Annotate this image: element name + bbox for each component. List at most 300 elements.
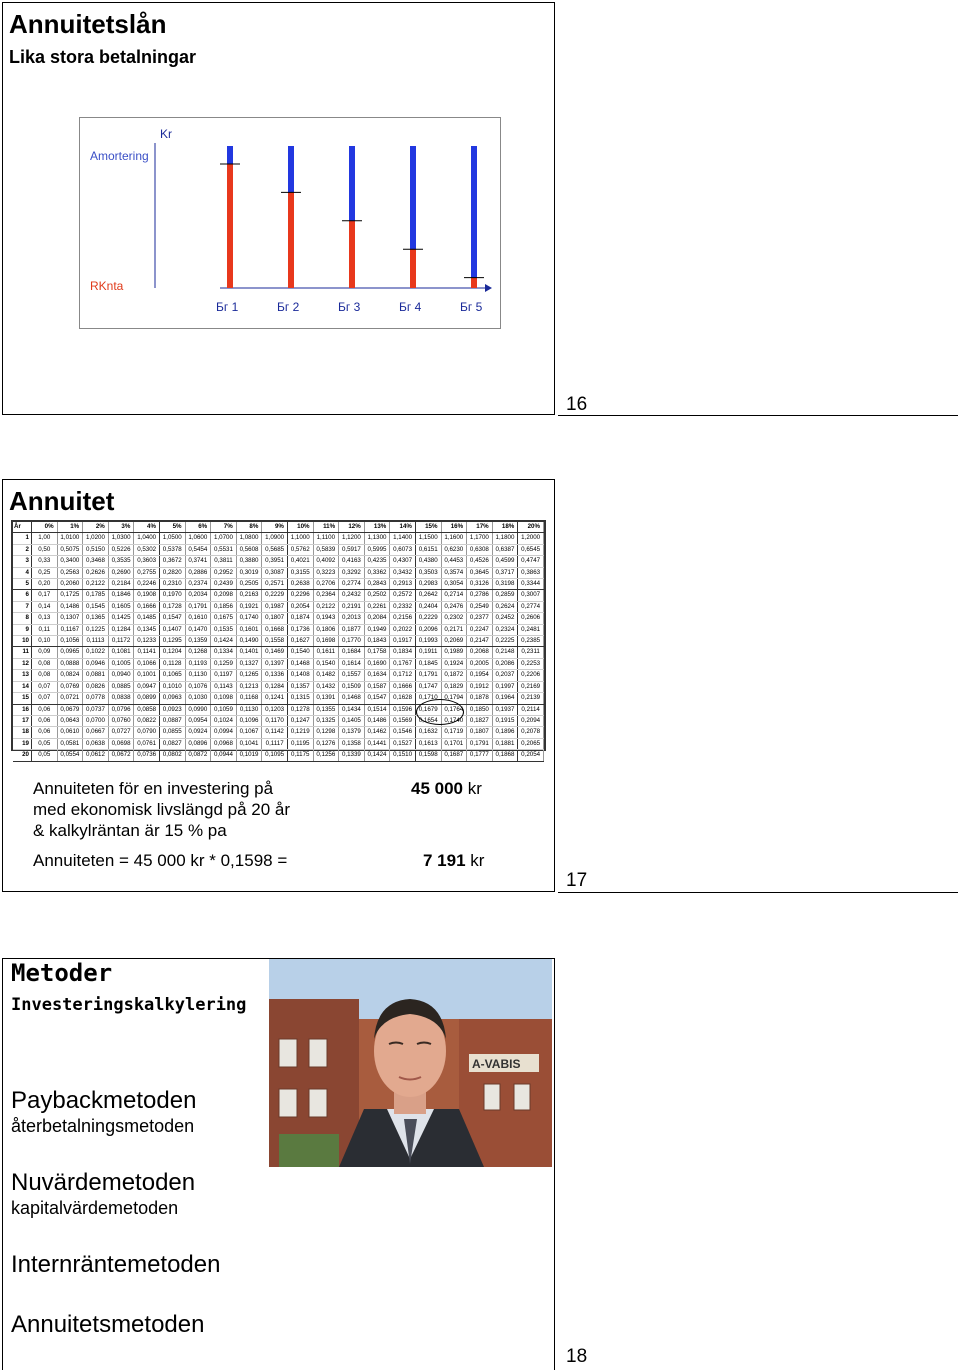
table-cell: 2 [13,544,32,555]
table-cell: 0,4092 [313,556,339,567]
table-cell: 1,0800 [236,533,262,544]
table-cell: 0,2886 [185,567,211,578]
table-cell: 0,2253 [518,658,544,669]
table-cell: 0,1740 [236,613,262,624]
table-row [13,636,544,647]
table-cell: 0,2156 [390,613,416,624]
table-cell: 0,0963 [159,693,185,704]
table-cell: 0,2638 [287,579,313,590]
table-cell: 0,1041 [236,738,262,749]
table-cell: 0,1558 [262,636,288,647]
table-cell: 15 [13,693,32,704]
table-cell: 0,1059 [211,704,237,715]
table-cell: 0,1701 [441,738,467,749]
table-row [13,693,544,704]
table-cell: 0,1424 [211,636,237,647]
table-cell: 0,0940 [108,670,134,681]
table-cell: 0,1265 [236,670,262,681]
table-cell: 0,0778 [83,693,109,704]
table-cell: 0,1355 [313,704,339,715]
table-cell: 0,2163 [236,590,262,601]
table-cell: 0,5302 [134,544,160,555]
table-cell: 14 [13,681,32,692]
table-cell: 0,1846 [108,590,134,601]
table-cell: 0,2246 [134,579,160,590]
table-cell: 0,2983 [415,579,441,590]
table-cell: 0,1767 [390,658,416,669]
table-cell: 0,5454 [185,544,211,555]
table-cell: 0,1391 [313,693,339,704]
table-cell: 0,05 [32,738,58,749]
table-cell: 0,2820 [159,567,185,578]
table-cell: 0,3880 [236,556,262,567]
table-header-cell: 9% [262,522,288,533]
table-header-cell: 6% [185,522,211,533]
table-cell: 0,11 [32,624,58,635]
table-cell: 0,2122 [83,579,109,590]
table-cell: 0,2439 [211,579,237,590]
table-cell: 0,1915 [492,715,518,726]
table-cell: 0,1359 [185,636,211,647]
table-cell: 0,3198 [492,579,518,590]
table-cell: 1 [13,533,32,544]
x-axis-arrow [485,284,492,292]
table-cell: 0,1067 [236,727,262,738]
category-label: Бг 3 [338,300,361,314]
table-cell: 0,5608 [236,544,262,555]
table-cell: 0,1096 [236,715,262,726]
table-cell: 0,1791 [415,670,441,681]
method-irr: Internräntemetoden [11,1251,221,1278]
highlight-ellipse [416,699,464,725]
table-cell: 0,1204 [159,647,185,658]
table-cell: 0,0872 [185,750,211,761]
table-cell: 0,0727 [108,727,134,738]
table-cell: 0,1545 [83,601,109,612]
table-cell: 1,1300 [364,533,390,544]
table-cell: 0,2859 [492,590,518,601]
table-cell: 0,1675 [211,613,237,624]
table-cell: 0,2502 [364,590,390,601]
table-cell: 0,2084 [364,613,390,624]
table-cell: 0,3951 [262,556,288,567]
table-cell: 0,0790 [134,727,160,738]
table-cell: 0,2624 [492,601,518,612]
table-cell: 0,1098 [211,693,237,704]
table-cell: 0,1256 [313,750,339,761]
table-cell: 1,0600 [185,533,211,544]
table-cell: 0,1336 [262,670,288,681]
table-cell: 0,0887 [159,715,185,726]
table-cell: 0,1056 [57,636,83,647]
table-cell: 0,1728 [159,601,185,612]
table-row [13,715,544,726]
table-cell: 0,1868 [492,750,518,761]
table-cell: 0,1719 [441,727,467,738]
table-cell: 0,1684 [339,647,365,658]
table-cell: 0,0736 [134,750,160,761]
table-cell: 1,0400 [134,533,160,544]
table-header-cell: 11% [313,522,339,533]
table-cell: 0,2377 [467,613,493,624]
table-cell: 0,2169 [518,681,544,692]
table-cell: 0,2706 [313,579,339,590]
table-cell: 0,2952 [211,567,237,578]
table-cell: 0,2054 [287,601,313,612]
annotation-line-3: & kalkylräntan är 15 % pa [33,821,227,840]
table-cell: 0,3672 [159,556,185,567]
table-cell: 0,2843 [364,579,390,590]
table-cell: 0,2755 [134,567,160,578]
table-cell: 0,4453 [441,556,467,567]
table-cell: 0,3155 [287,567,313,578]
table-cell: 0,1710 [415,693,441,704]
table-cell: 0,1357 [287,681,313,692]
table-cell: 0,1527 [390,738,416,749]
table-cell: 0,1791 [467,738,493,749]
divider [558,415,958,416]
table-cell: 0,0672 [108,750,134,761]
table-header-cell: 14% [390,522,416,533]
table-cell: 0,1878 [467,693,493,704]
table-cell: 0,5995 [364,544,390,555]
table-cell: 0,3741 [185,556,211,567]
table-cell: 0,1076 [185,681,211,692]
table-cell: 0,1485 [134,613,160,624]
table-cell: 0,1993 [415,636,441,647]
table-cell: 0,0760 [108,715,134,726]
table-cell: 0,1095 [262,750,288,761]
table-cell: 0,0946 [83,658,109,669]
table-cell: 0,1117 [262,738,288,749]
table-cell: 0,1128 [159,658,185,669]
slide-title: Annuitet [9,486,115,516]
table-cell: 0,1001 [134,670,160,681]
table-cell: 0,3645 [467,567,493,578]
table-cell: 0,1877 [339,624,365,635]
amortization-bar [227,146,233,164]
table-cell: 0,2094 [518,715,544,726]
table-cell: 0,1307 [57,613,83,624]
table-cell: 0,2563 [57,567,83,578]
table-cell: 0,0796 [108,704,134,715]
table-cell: 0,3400 [57,556,83,567]
table-cell: 0,2606 [518,613,544,624]
table-row [13,579,544,590]
table-row [13,738,544,749]
table-cell: 1,0900 [262,533,288,544]
table-cell: 0,0822 [134,715,160,726]
category-label: Бг 4 [399,300,422,314]
table-cell: 0,2086 [492,658,518,669]
table-row [13,533,544,544]
table-cell: 0,1170 [262,715,288,726]
table-cell: 0,1233 [134,636,160,647]
table-cell: 17 [13,715,32,726]
table-header-cell: 10% [287,522,313,533]
table-cell: 0,1141 [134,647,160,658]
table-cell: 0,0827 [159,738,185,749]
table-cell: 0,2098 [211,590,237,601]
table-cell: 0,1547 [159,613,185,624]
table-cell: 0,0737 [83,704,109,715]
result-amount: 7 191 kr [423,851,485,870]
table-cell: 0,1193 [185,658,211,669]
table-cell: 0,2714 [441,590,467,601]
table-cell: 0,1989 [441,647,467,658]
category-label: Бг 5 [460,300,483,314]
category-label: Бг 2 [277,300,300,314]
table-cell: 0,2022 [390,624,416,635]
table-cell: 0,1747 [415,681,441,692]
table-cell: 0,1462 [364,727,390,738]
table-cell: 0,1654 [415,715,441,726]
table-cell: 0,1949 [364,624,390,635]
table-header-cell: 4% [134,522,160,533]
table-cell: 1,1400 [390,533,416,544]
slide-subtitle: Investeringskalkylering [11,995,247,1015]
table-cell: 0,0554 [57,750,83,761]
table-cell: 0,1113 [83,636,109,647]
chart-svg [80,118,500,328]
table-cell: 0,0990 [185,704,211,715]
table-cell: 0,1468 [287,658,313,669]
table-cell: 0,1486 [364,715,390,726]
table-cell: 0,4526 [467,556,493,567]
table-cell: 1,1200 [339,533,365,544]
table-header-cell: 15% [415,522,441,533]
table-cell: 1,1800 [492,533,518,544]
table-cell: 0,1540 [313,658,339,669]
table-cell: 0,4747 [518,556,544,567]
table-cell: 1,0200 [83,533,109,544]
table-cell: 20 [13,750,32,761]
table-cell: 0,2034 [185,590,211,601]
table-cell: 0,1379 [339,727,365,738]
table-cell: 0,0838 [108,693,134,704]
table-cell: 0,1628 [390,693,416,704]
table-cell: 0,0700 [83,715,109,726]
table-cell: 0,2069 [441,636,467,647]
table-cell: 0,07 [32,681,58,692]
table-cell: 0,1241 [262,693,288,704]
table-cell: 0,1441 [364,738,390,749]
table-cell: 0,1666 [390,681,416,692]
table-cell: 0,2060 [57,579,83,590]
table-cell: 0,3126 [467,579,493,590]
table-cell: 0,1547 [364,693,390,704]
table-cell: 0,3223 [313,567,339,578]
table-cell: 0,1850 [467,704,493,715]
table-cell: 0,1937 [492,704,518,715]
table-cell: 0,0612 [83,750,109,761]
table-cell: 0,1278 [287,704,313,715]
table-cell: 16 [13,704,32,715]
presenter-photo [269,959,552,1167]
table-cell: 0,50 [32,544,58,555]
table-cell: 0,2332 [390,601,416,612]
table-cell: 0,1175 [287,750,313,761]
table-cell: 0,1339 [339,750,365,761]
table-cell: 11 [13,647,32,658]
divider [558,892,958,893]
table-cell: 0,13 [32,613,58,624]
table-cell: 0,1247 [287,715,313,726]
table-cell: 0,6151 [415,544,441,555]
table-cell: 0,1470 [185,624,211,635]
table-cell: 0,5685 [262,544,288,555]
table-cell: 0,1785 [83,590,109,601]
table-cell: 0,1024 [211,715,237,726]
table-cell: 0,2505 [236,579,262,590]
table-row [13,590,544,601]
page-number: 16 [566,394,588,415]
table-cell: 0,0968 [211,738,237,749]
table-cell: 0,05 [32,750,58,761]
table-cell: 1,2000 [518,533,544,544]
table-header-cell: 5% [159,522,185,533]
method-npv: Nuvärdemetoden [11,1169,196,1196]
table-cell: 0,1613 [415,738,441,749]
table-cell: 0,2626 [83,567,109,578]
slide-subtitle: Lika stora betalningar [9,47,197,67]
table-row [13,750,544,761]
table-cell: 0,1758 [364,647,390,658]
annuity-table [11,520,546,759]
table-cell: 0,1917 [390,636,416,647]
table-cell: 0,1365 [83,613,109,624]
table-cell: 1,1700 [467,533,493,544]
table-cell: 0,3019 [236,567,262,578]
table-cell: 0,0899 [134,693,160,704]
table-cell: 0,1345 [134,624,160,635]
table-cell: 0,2642 [415,590,441,601]
table-row [13,601,544,612]
interest-bar [471,278,477,288]
table-header-cell: År [13,522,32,533]
table-cell: 0,1010 [159,681,185,692]
table-cell: 0,1358 [339,738,365,749]
table-cell: 0,2171 [441,624,467,635]
table-cell: 0,2147 [467,636,493,647]
table-cell: 0,1425 [108,613,134,624]
table-header-cell: 0% [32,522,58,533]
table-cell: 0,1668 [262,624,288,635]
table-cell: 0,07 [32,693,58,704]
table-cell: 0,1081 [108,647,134,658]
table-cell: 0,2476 [441,601,467,612]
table-cell: 12 [13,658,32,669]
table-cell: 0,6073 [390,544,416,555]
table-cell: 0,3292 [339,567,365,578]
table-cell: 0,2786 [467,590,493,601]
table-row [13,556,544,567]
table-cell: 0,1197 [211,670,237,681]
table-cell: 0,2013 [339,613,365,624]
table-cell: 0,2191 [339,601,365,612]
table-cell: 0,1334 [211,647,237,658]
method-npv-alt: kapitalvärdemetoden [11,1198,179,1218]
table-header-cell: 17% [467,522,493,533]
table-cell: 0,0881 [83,670,109,681]
table-cell: 0,1632 [415,727,441,738]
table-cell: 0,1065 [159,670,185,681]
table-cell: 0,2913 [390,579,416,590]
table-cell: 1,1600 [441,533,467,544]
table-cell: 0,1482 [313,670,339,681]
table-cell: 0,0944 [211,750,237,761]
table-cell: 0,2114 [518,704,544,715]
table-cell: 0,1469 [262,647,288,658]
table-cell: 0,2324 [492,624,518,635]
table-cell: 0,08 [32,670,58,681]
table-cell: 0,1829 [441,681,467,692]
table-cell: 0,3503 [415,567,441,578]
table-cell: 0,1022 [83,647,109,658]
table-cell: 0,1843 [364,636,390,647]
table-cell: 0,2139 [518,693,544,704]
table-row [13,613,544,624]
table-cell: 0,1225 [83,624,109,635]
table-cell: 13 [13,670,32,681]
table-cell: 0,1764 [441,704,467,715]
table-cell: 1,00 [32,533,58,544]
table-cell: 0,1259 [211,658,237,669]
table-cell: 0,5378 [159,544,185,555]
table-cell: 0,1770 [339,636,365,647]
table-cell: 0,3535 [108,556,134,567]
table-cell: 0,2184 [108,579,134,590]
table-header-cell: 8% [236,522,262,533]
table-cell: 1,1000 [287,533,313,544]
table-cell: 0,2247 [467,624,493,635]
table-cell: 0,1964 [492,693,518,704]
table-cell: 0,0885 [108,681,134,692]
table-cell: 0,2148 [492,647,518,658]
table-cell: 0,06 [32,727,58,738]
table-cell: 18 [13,727,32,738]
table-cell: 0,1896 [492,727,518,738]
table-cell: 0,2206 [518,670,544,681]
table-cell: 0,17 [32,590,58,601]
table-row [13,624,544,635]
table-cell: 0,14 [32,601,58,612]
table-cell: 0,0994 [211,727,237,738]
table-cell: 0,1397 [262,658,288,669]
table-header-cell: 12% [339,522,365,533]
table-cell: 0,0826 [83,681,109,692]
table-cell: 0,0581 [57,738,83,749]
table-cell: 10 [13,636,32,647]
table-cell: 0,1614 [339,658,365,669]
table-cell: 0,1066 [134,658,160,669]
table-cell: 0,1834 [390,647,416,658]
table-cell: 0,2078 [518,727,544,738]
table-cell: 0,2296 [287,590,313,601]
table-cell: 0,1540 [287,647,313,658]
table-header-cell: 3% [108,522,134,533]
table-cell: 0,2096 [415,624,441,635]
table-cell: 0,1596 [390,704,416,715]
table-cell: 0,1030 [185,693,211,704]
table-row [13,544,544,555]
table-cell: 0,1468 [339,693,365,704]
table-cell: 0,5531 [211,544,237,555]
table-cell: 0,6387 [492,544,518,555]
table-cell: 0,1268 [185,647,211,658]
table-cell: 0,1712 [390,670,416,681]
table-cell: 0,1295 [159,636,185,647]
